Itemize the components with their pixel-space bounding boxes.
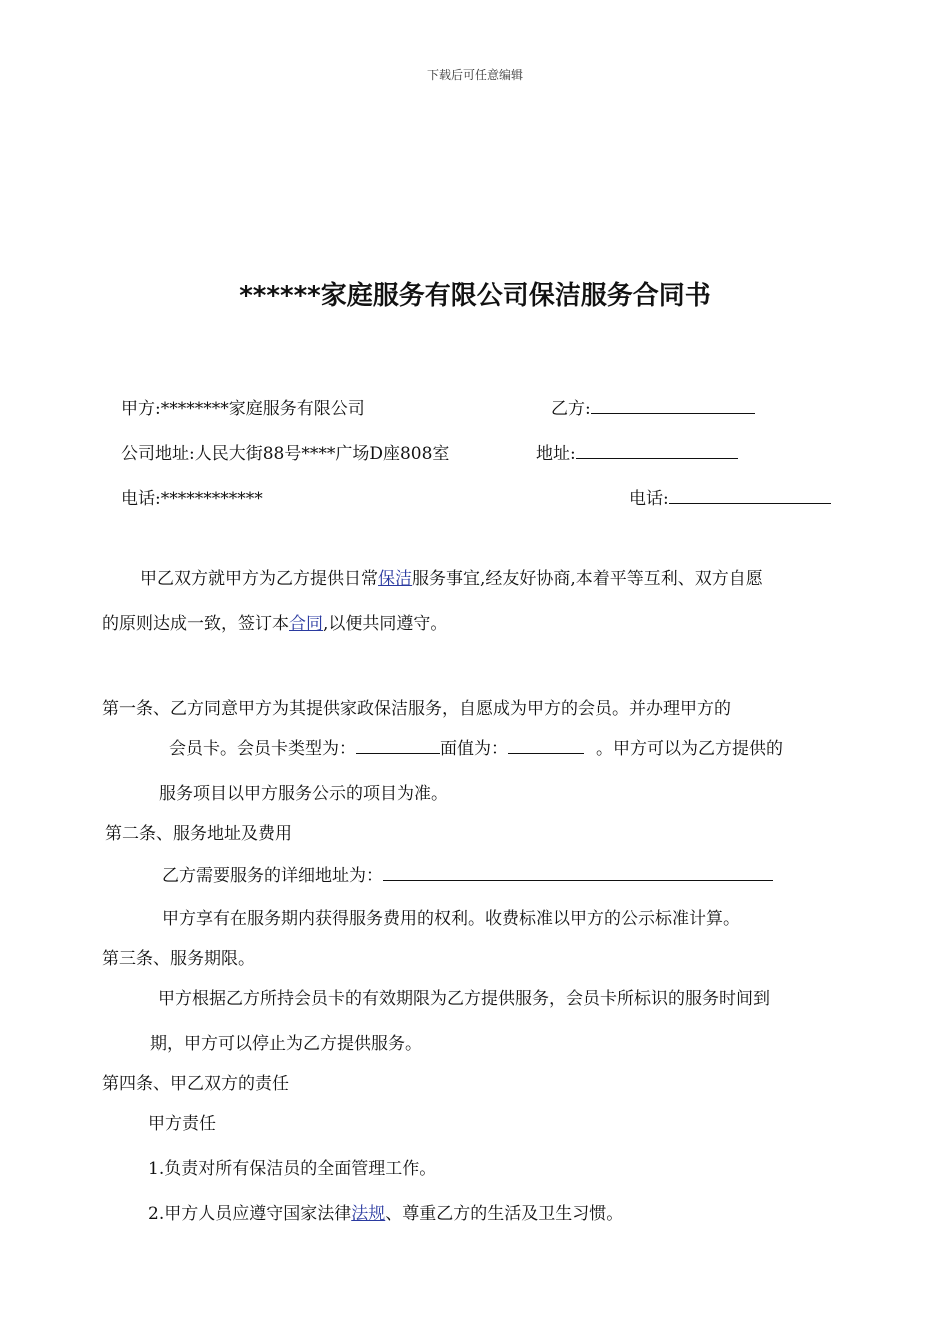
article-1-line-1: 第一条、乙方同意甲方为其提供家政保洁服务，自愿成为甲方的会员。并办理甲方的 [102,699,731,719]
party-b [551,394,755,419]
article-1-line-3: 服务项目以甲方服务公示的项目为准。 [159,784,448,804]
party-a: 甲方:********家庭服务有限公司 [121,399,365,419]
address-a: 公司地址:人民大街88号****广场D座808室 [121,444,450,464]
article-4-text: 2.甲方人员应遵守国家法律 [148,1204,352,1224]
link-contract[interactable]: 合同 [289,614,323,634]
article-4-item-1: 1.负责对所有保洁员的全面管理工作。 [148,1159,437,1179]
intro-text: 服务事宜,经友好协商,本着平等互利、双方自愿 [412,569,763,589]
header-note: 下载后可任意编辑 [426,68,523,82]
address-b-label: 地址: [536,444,576,464]
article-2-fee: 甲方享有在服务期内获得服务费用的权利。收费标准以甲方的公示标准计算。 [162,909,740,929]
intro-line-1 [140,564,763,589]
card-value-blank[interactable] [508,737,584,754]
card-type-blank[interactable] [356,737,440,754]
address-b-blank[interactable] [576,442,738,459]
article-1-text: 面值为： [440,739,508,759]
phone-b-blank[interactable] [669,487,831,504]
service-address-blank[interactable] [383,864,773,881]
address-b [536,439,738,464]
phone-b-label: 电话: [629,489,669,509]
link-regulations[interactable]: 法规 [351,1204,386,1224]
article-4-item-2 [148,1199,623,1224]
intro-text: ,以便共同遵守。 [323,614,448,634]
article-1-line-2 [169,734,783,759]
article-4-heading: 第四条、甲乙双方的责任 [102,1074,289,1094]
party-b-blank[interactable] [591,397,755,414]
phone-a: 电话:************ [121,489,263,509]
article-3-heading: 第三条、服务期限。 [102,949,255,969]
intro-text: 甲乙双方就甲方为乙方提供日常 [140,569,378,589]
article-1-text: 。甲方可以为乙方提供的 [596,739,783,759]
intro-text: 的原则达成一致，签订本 [102,614,289,634]
contract-title: ******家庭服务有限公司保洁服务合同书 [239,281,711,311]
article-2-text: 乙方需要服务的详细地址为： [162,866,383,886]
article-4-text: 、尊重乙方的生活及卫生习惯。 [385,1204,624,1224]
article-2-address [162,861,773,886]
phone-b [629,484,831,509]
link-cleaning[interactable]: 保洁 [378,569,412,589]
article-1-text: 会员卡。会员卡类型为： [169,739,356,759]
article-4-subheading: 甲方责任 [148,1114,216,1134]
article-3-line-2: 期，甲方可以停止为乙方提供服务。 [150,1034,422,1054]
article-2-heading: 第二条、服务地址及费用 [105,824,292,844]
party-b-label: 乙方: [551,399,591,419]
article-3-line-1: 甲方根据乙方所持会员卡的有效期限为乙方提供服务，会员卡所标识的服务时间到 [158,989,770,1009]
intro-line-2 [102,609,447,634]
